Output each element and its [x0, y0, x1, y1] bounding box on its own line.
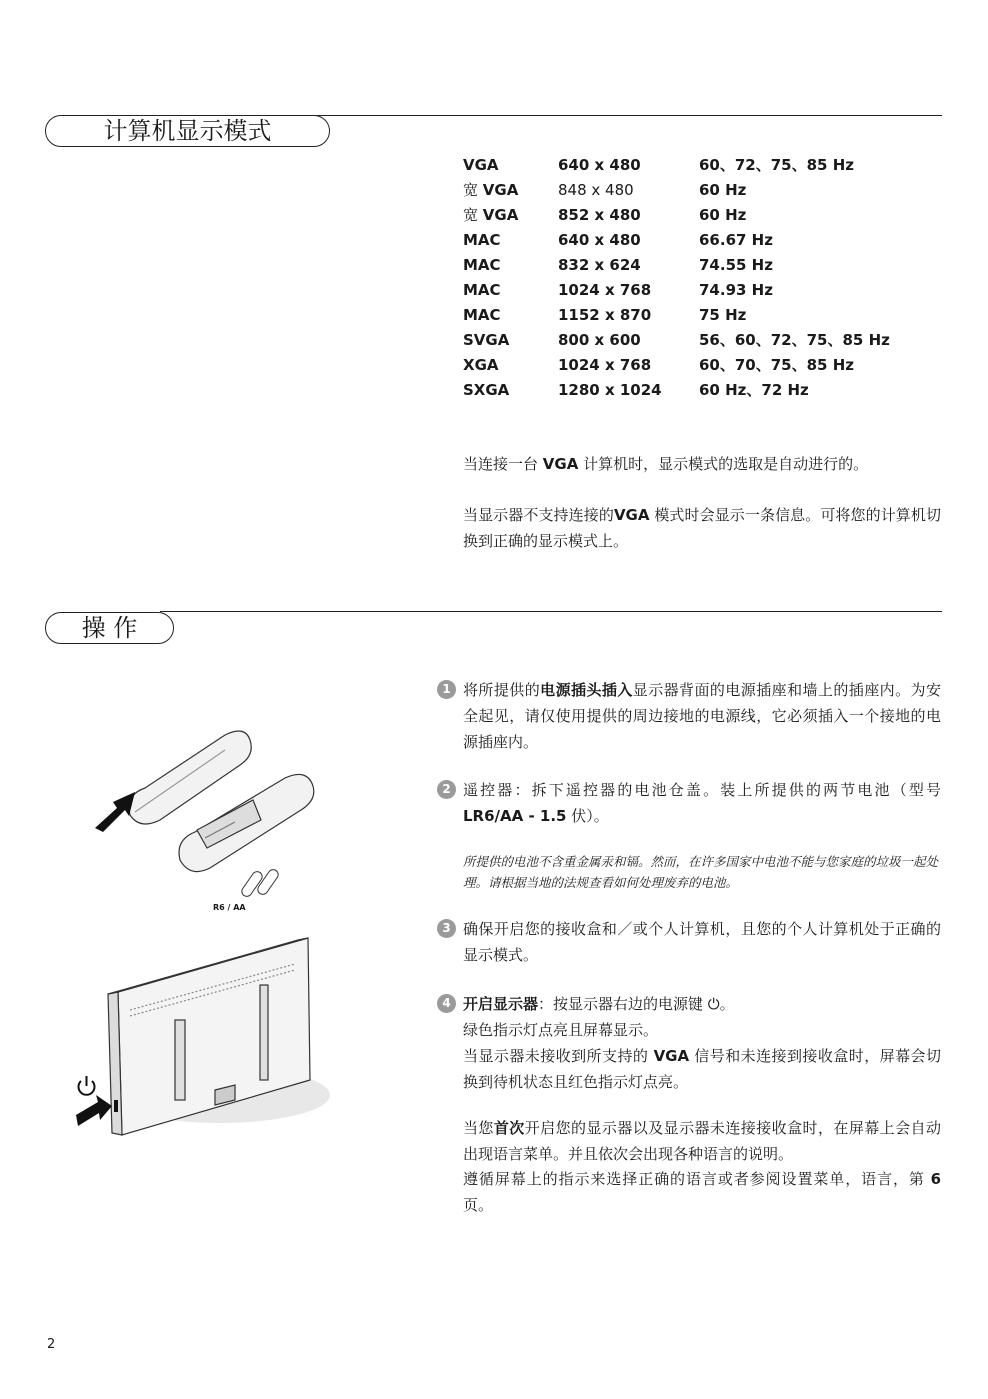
- mode-frequency: 60、70、75、85 Hz: [699, 356, 855, 374]
- mode-name: SVGA: [463, 330, 510, 349]
- mode-resolution: 1024 x 768: [558, 280, 652, 299]
- monitor-back-illustration: [70, 930, 330, 1145]
- mode-resolution: 832 x 624: [558, 255, 641, 274]
- mode-row: [463, 202, 890, 227]
- mode-frequency: 74.93 Hz: [699, 280, 773, 299]
- mode-name: MAC: [463, 305, 501, 324]
- mode-name: MAC: [463, 280, 501, 299]
- mode-frequency: 60、72、75、85 Hz: [699, 156, 855, 174]
- step-number-badge: 4: [437, 994, 456, 1013]
- paragraph-first-time: 当您首次开启您的显示器以及显示器未连接接收盒时，在屏幕上会自动出现语言菜单。并且依次会出现各种语言的说明。: [463, 1119, 941, 1163]
- mode-name: 宽 VGA: [463, 206, 519, 224]
- mode-row: [463, 377, 890, 402]
- mode-name: 宽 VGA: [463, 181, 519, 199]
- mode-resolution: 848 x 480: [558, 180, 634, 199]
- step-3: 3 确保开启您的接收盒和／或个人计算机，且您的个人计算机处于正确的显示模式。: [437, 916, 941, 968]
- step-number-badge: 3: [437, 919, 456, 938]
- mode-name: MAC: [463, 255, 501, 274]
- paragraph-language-reference: 遵循屏幕上的指示来选择正确的语言或者参阅设置菜单，语言，第 6 页。: [463, 1170, 941, 1214]
- mode-row: [463, 327, 890, 352]
- arrow-icon: [95, 792, 135, 832]
- step-4: 4 开启显示器：按显示器右边的电源键 ⏻。 绿色指示灯点亮且屏幕显示。 当显示器未接收到所支持的 VGA 信号和未连接到接收盒时，屏幕会切换到待机状态且红色指示灯点亮。: [437, 991, 941, 1095]
- mode-row: [463, 227, 890, 252]
- remote-control-illustration: [85, 720, 325, 905]
- mode-name: MAC: [463, 230, 501, 249]
- step-number-badge: 1: [437, 680, 456, 699]
- mode-row: [463, 252, 890, 277]
- mode-name: SXGA: [463, 380, 510, 399]
- section-title-operation: 操 作: [45, 612, 174, 644]
- mode-name: VGA: [463, 155, 499, 174]
- mode-row: [463, 352, 890, 377]
- power-icon: [79, 1076, 95, 1095]
- paragraph-auto-mode: 当连接一台 VGA 计算机时，显示模式的选取是自动进行的。: [463, 455, 869, 473]
- mode-row: [463, 302, 890, 327]
- mode-resolution: 1280 x 1024: [558, 380, 662, 399]
- section-rule: [160, 611, 942, 612]
- display-mode-table: [463, 152, 890, 402]
- mode-row: [463, 277, 890, 302]
- mode-frequency: 66.67 Hz: [699, 230, 773, 249]
- section-title-computer-modes: 计算机显示模式: [45, 115, 330, 147]
- step-2: 2 遥控器：拆下遥控器的电池仓盖。装上所提供的两节电池（型号 LR6/AA - 1.5 伏）。: [437, 777, 941, 829]
- step-1: 1 将所提供的电源插头插入显示器背面的电源插座和墙上的插座内。为安全起见，请仅使用提供的周边接地的电源线，它必须插入一个接地的电源插座内。: [437, 677, 941, 755]
- mode-row: [463, 177, 890, 202]
- mode-frequency: 56、60、72、75、85 Hz: [699, 331, 890, 349]
- mode-frequency: 60 Hz: [699, 180, 747, 199]
- battery-caption: R6 / AA: [213, 903, 246, 912]
- step-number-badge: 2: [437, 780, 456, 799]
- power-switch-marker: [114, 1100, 118, 1112]
- mode-resolution: 640 x 480: [558, 230, 641, 249]
- mode-resolution: 1024 x 768: [558, 355, 652, 374]
- mode-frequency: 60 Hz、72 Hz: [699, 381, 809, 399]
- mode-row: [463, 152, 890, 177]
- page-number: 2: [47, 1337, 56, 1352]
- mode-frequency: 60 Hz: [699, 205, 747, 224]
- mode-resolution: 800 x 600: [558, 330, 641, 349]
- mode-resolution: 1152 x 870: [558, 305, 652, 324]
- battery-disposal-note: 所提供的电池不含重金属汞和镉。然而，在许多国家中电池不能与您家庭的垃圾一起处理。请根据当地的法规查看如何处理废弃的电池。: [463, 854, 939, 890]
- mode-name: XGA: [463, 355, 499, 374]
- mode-frequency: 74.55 Hz: [699, 255, 773, 274]
- mode-resolution: 852 x 480: [558, 205, 641, 224]
- mode-frequency: 75 Hz: [699, 305, 747, 324]
- mode-resolution: 640 x 480: [558, 155, 641, 174]
- paragraph-unsupported-mode: 当显示器不支持连接的VGA 模式时会显示一条信息。可将您的计算机切换到正确的显示模式上。: [463, 506, 941, 550]
- arrow-icon: [76, 1095, 112, 1126]
